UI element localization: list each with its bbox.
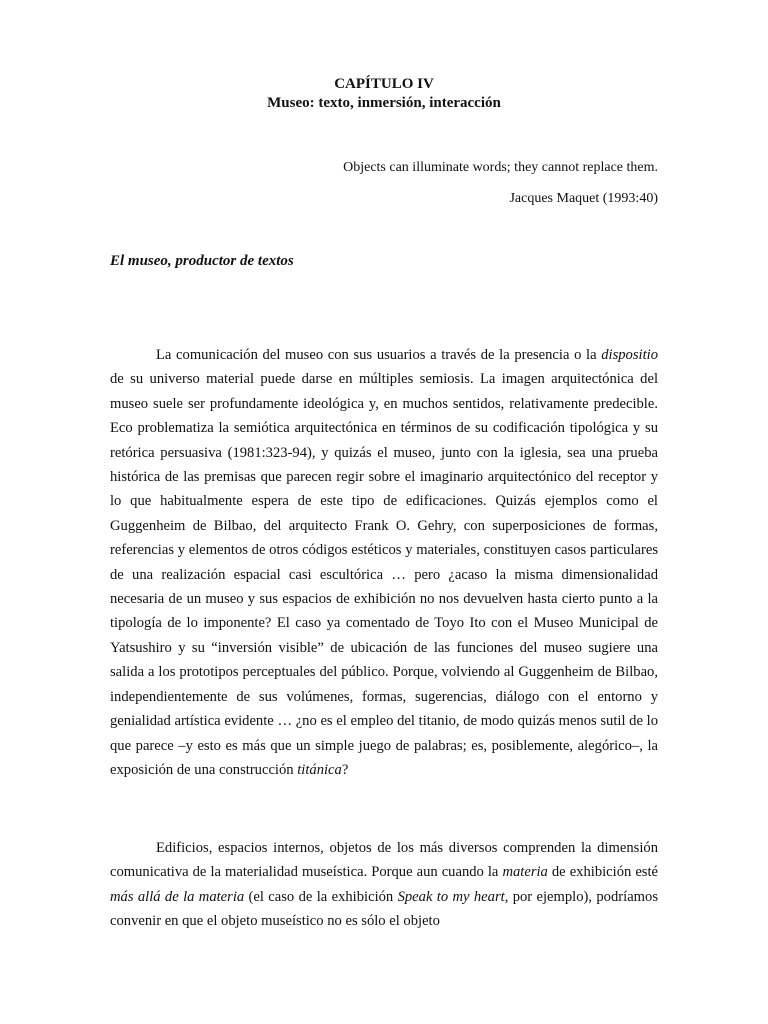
paragraph-text: , por ejemplo), podríamos convenir en que el objeto museístico no es sólo el objeto	[110, 888, 658, 930]
epigraph-attribution: Jacques Maquet (1993:40)	[509, 191, 658, 206]
chapter-title: Museo: texto, inmersión, interacción	[267, 95, 501, 111]
italic-term: materia	[502, 864, 548, 881]
italic-term: más allá de la materia	[110, 888, 245, 905]
italic-term: titánica	[297, 761, 342, 778]
paragraph-text: de exhibición esté	[547, 864, 659, 881]
paragraph-text: de su universo material puede darse en múltiples semiosis. La imagen arquitectónica del museo suele ser profundamente ideológica y, en muchos sentidos, relativamente predecible. Eco problematiza la semiótica arquitectónica en términos de su codificación tipológica y su retórica persuasiva (1981:323-94), y quizás el museo, junto con la iglesia, sea una prueba histórica de las premisas que parecen regir sobre el imaginario arquitectónico del receptor y lo que habitualmente espera de este tipo de edificaciones. Quizás ejemplos como el Guggenheim de Bilbao, del arquitecto Frank O. Gehry, con superposiciones de formas, referencias y elementos de otros códigos estéticos y materiales, constituyen casos particulares de una realización espacial casi escultórica … pero ¿acaso la misma dimensionalidad necesaria de un museo y sus espacios de exhibición no nos devuelven hasta cierto punto a la tipología de lo imponente? El caso ya comentado de Toyo Ito con el Museo Municipal de Yatsushiro y su “inversión visible” de ubicación de las funciones del museo sugiere una salida a los prototipos perceptuales del público. Porque, volviendo al Guggenheim de Bilbao, independientemente de sus volúmenes, formas, sugerencias, diálogo con el entorno y genialidad artística evidente … ¿no es el empleo del titanio, de modo quizás menos sutil de lo que parece –y esto es más que un simple juego de palabras; es, posiblemente, alegórico–, la exposición de una construcción	[110, 371, 658, 778]
epigraph-quote: Objects can illuminate words; they cannot replace them.	[343, 160, 658, 175]
italic-term: dispositio	[601, 347, 658, 363]
section-title: El museo, productor de textos	[110, 253, 294, 269]
paragraph-text: La comunicación del museo con sus usuarios a través de la presencia o la	[156, 347, 602, 363]
body-paragraph-1	[110, 343, 658, 782]
paragraph-text: (el caso de la exhibición	[244, 888, 398, 905]
chapter-label: CAPÍTULO IV	[334, 76, 434, 92]
body-paragraph-2	[110, 836, 658, 934]
italic-term: Speak to my heart	[397, 888, 505, 905]
paragraph-text: Edificios, espacios internos, objetos de los más diversos comprenden la dimensión comunicativa de la materialidad museística. Porque aun cuando la	[110, 840, 658, 881]
paragraph-text: ?	[341, 761, 349, 778]
